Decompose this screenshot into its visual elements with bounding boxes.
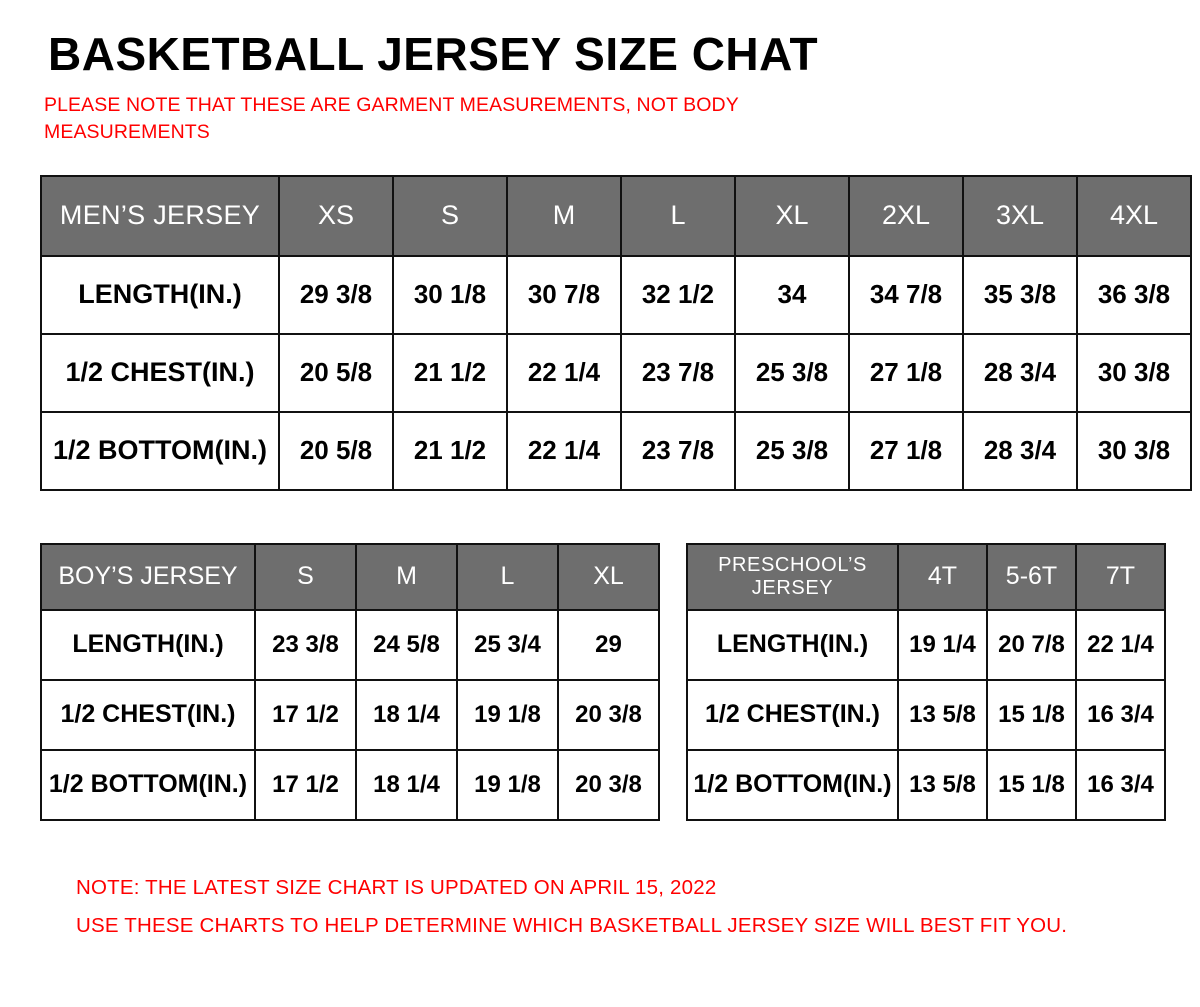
boys-size-header-xl: XL xyxy=(558,544,659,610)
boys-bottom-l: 19 1/8 xyxy=(457,750,558,820)
mens-chest-m: 22 1/4 xyxy=(507,334,621,412)
boys-chest-m: 18 1/4 xyxy=(356,680,457,750)
boys-size-header-l: L xyxy=(457,544,558,610)
mens-jersey-table xyxy=(40,175,1192,491)
mens-size-header-xl: XL xyxy=(735,176,849,256)
table-row xyxy=(687,610,1165,680)
boys-bottom-s: 17 1/2 xyxy=(255,750,356,820)
table-row xyxy=(687,750,1165,820)
mens-chest-xs: 20 5/8 xyxy=(279,334,393,412)
mens-size-header-m: M xyxy=(507,176,621,256)
table-row xyxy=(41,334,1191,412)
table-row xyxy=(41,256,1191,334)
lower-tables-row xyxy=(40,543,1170,821)
mens-length-3xl: 35 3/8 xyxy=(963,256,1077,334)
boys-row-label-bottom: 1/2 BOTTOM(IN.) xyxy=(41,750,255,820)
preschool-row-label-length: LENGTH(IN.) xyxy=(687,610,898,680)
mens-bottom-s: 21 1/2 xyxy=(393,412,507,490)
boys-jersey-table xyxy=(40,543,660,821)
mens-bottom-xl: 25 3/8 xyxy=(735,412,849,490)
top-note: PLEASE NOTE THAT THESE ARE GARMENT MEASUREMENTS, NOT BODY MEASUREMENTS xyxy=(44,94,739,143)
mens-bottom-3xl: 28 3/4 xyxy=(963,412,1077,490)
bottom-note-usage: USE THESE CHARTS TO HELP DETERMINE WHICH BASKETBALL JERSEY SIZE WILL BEST FIT YOU. xyxy=(76,913,1068,937)
preschool-chest-7t: 16 3/4 xyxy=(1076,680,1165,750)
boys-row-label-length: LENGTH(IN.) xyxy=(41,610,255,680)
mens-size-header-xs: XS xyxy=(279,176,393,256)
page-title: BASKETBALL JERSEY SIZE CHAT xyxy=(48,28,819,80)
bottom-notes xyxy=(76,869,1170,945)
boys-chest-l: 19 1/8 xyxy=(457,680,558,750)
table-row xyxy=(41,412,1191,490)
table-row xyxy=(41,680,659,750)
table-header-row xyxy=(41,176,1191,256)
mens-chest-s: 21 1/2 xyxy=(393,334,507,412)
preschool-size-header-5-6t: 5-6T xyxy=(987,544,1076,610)
preschool-length-5-6t: 20 7/8 xyxy=(987,610,1076,680)
mens-row-label-length: LENGTH(IN.) xyxy=(41,256,279,334)
boys-length-l: 25 3/4 xyxy=(457,610,558,680)
preschool-jersey-table xyxy=(686,543,1166,821)
mens-row-label-chest: 1/2 CHEST(IN.) xyxy=(41,334,279,412)
mens-chest-4xl: 30 3/8 xyxy=(1077,334,1191,412)
preschool-chest-5-6t: 15 1/8 xyxy=(987,680,1076,750)
mens-size-header-s: S xyxy=(393,176,507,256)
preschool-bottom-7t: 16 3/4 xyxy=(1076,750,1165,820)
preschool-size-header-4t: 4T xyxy=(898,544,987,610)
preschool-length-4t: 19 1/4 xyxy=(898,610,987,680)
mens-bottom-4xl: 30 3/8 xyxy=(1077,412,1191,490)
mens-size-header-2xl: 2XL xyxy=(849,176,963,256)
mens-table-header-label: MEN’S JERSEY xyxy=(41,176,279,256)
boys-size-header-s: S xyxy=(255,544,356,610)
boys-row-label-chest: 1/2 CHEST(IN.) xyxy=(41,680,255,750)
boys-length-m: 24 5/8 xyxy=(356,610,457,680)
mens-length-xl: 34 xyxy=(735,256,849,334)
table-header-row xyxy=(687,544,1165,610)
mens-chest-xl: 25 3/8 xyxy=(735,334,849,412)
mens-length-l: 32 1/2 xyxy=(621,256,735,334)
mens-length-s: 30 1/8 xyxy=(393,256,507,334)
preschool-size-header-7t: 7T xyxy=(1076,544,1165,610)
mens-length-4xl: 36 3/8 xyxy=(1077,256,1191,334)
boys-length-s: 23 3/8 xyxy=(255,610,356,680)
mens-row-label-bottom: 1/2 BOTTOM(IN.) xyxy=(41,412,279,490)
boys-table-header-label: BOY’S JERSEY xyxy=(41,544,255,610)
table-row xyxy=(41,750,659,820)
bottom-note-update: NOTE: THE LATEST SIZE CHART IS UPDATED ON APRIL 15, 2022 xyxy=(76,875,717,899)
mens-bottom-m: 22 1/4 xyxy=(507,412,621,490)
mens-size-header-3xl: 3XL xyxy=(963,176,1077,256)
preschool-row-label-bottom: 1/2 BOTTOM(IN.) xyxy=(687,750,898,820)
mens-bottom-2xl: 27 1/8 xyxy=(849,412,963,490)
boys-size-header-m: M xyxy=(356,544,457,610)
mens-bottom-l: 23 7/8 xyxy=(621,412,735,490)
preschool-bottom-4t: 13 5/8 xyxy=(898,750,987,820)
boys-chest-xl: 20 3/8 xyxy=(558,680,659,750)
mens-chest-2xl: 27 1/8 xyxy=(849,334,963,412)
preschool-chest-4t: 13 5/8 xyxy=(898,680,987,750)
preschool-bottom-5-6t: 15 1/8 xyxy=(987,750,1076,820)
mens-length-m: 30 7/8 xyxy=(507,256,621,334)
table-row xyxy=(41,610,659,680)
mens-size-header-4xl: 4XL xyxy=(1077,176,1191,256)
table-header-row xyxy=(41,544,659,610)
mens-length-xs: 29 3/8 xyxy=(279,256,393,334)
mens-chest-l: 23 7/8 xyxy=(621,334,735,412)
boys-bottom-m: 18 1/4 xyxy=(356,750,457,820)
mens-size-header-l: L xyxy=(621,176,735,256)
preschool-table-header-label: PRESCHOOL’S JERSEY xyxy=(687,544,898,610)
preschool-row-label-chest: 1/2 CHEST(IN.) xyxy=(687,680,898,750)
mens-bottom-xs: 20 5/8 xyxy=(279,412,393,490)
boys-bottom-xl: 20 3/8 xyxy=(558,750,659,820)
mens-length-2xl: 34 7/8 xyxy=(849,256,963,334)
table-row xyxy=(687,680,1165,750)
boys-chest-s: 17 1/2 xyxy=(255,680,356,750)
preschool-length-7t: 22 1/4 xyxy=(1076,610,1165,680)
mens-chest-3xl: 28 3/4 xyxy=(963,334,1077,412)
boys-length-xl: 29 xyxy=(558,610,659,680)
